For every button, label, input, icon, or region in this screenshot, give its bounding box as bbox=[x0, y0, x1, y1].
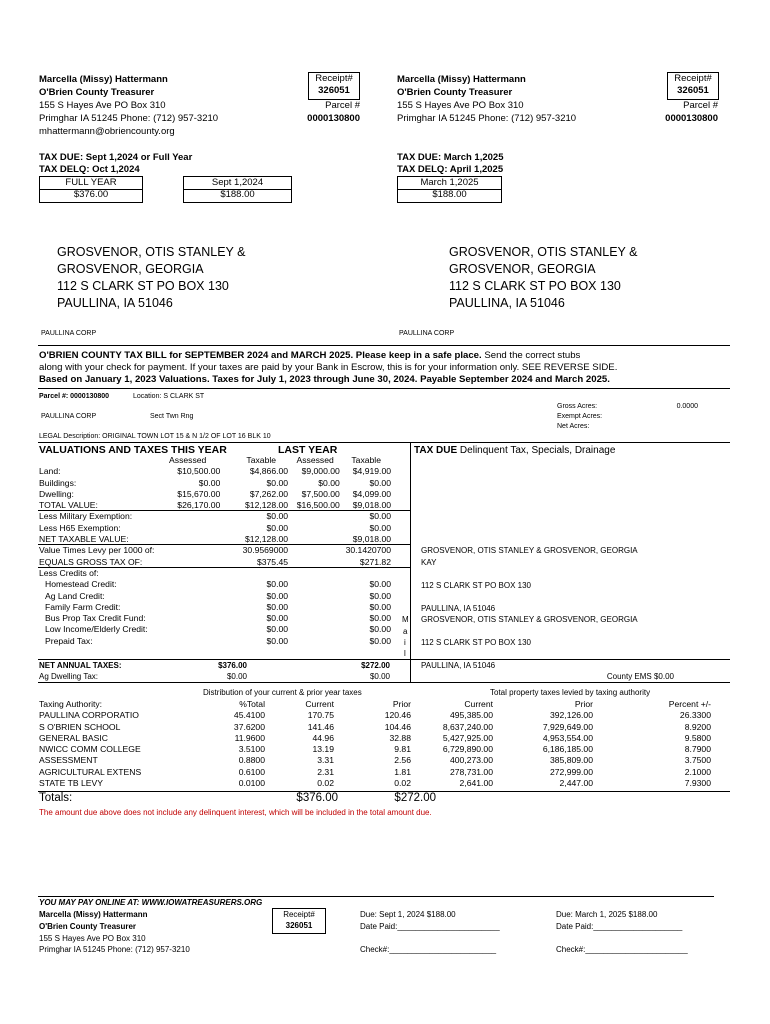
valuation-row bbox=[39, 511, 391, 522]
last-assessed-value: $0.00 bbox=[318, 477, 340, 488]
district-label-2: PAULLINA CORP bbox=[399, 330, 455, 337]
gross-acres-value: 0.0000 bbox=[676, 403, 698, 410]
valuation-row bbox=[39, 523, 391, 534]
authority-name: S O'BRIEN SCHOOL bbox=[39, 721, 121, 732]
owner2-line4: PAULLINA, IA 51046 bbox=[449, 296, 565, 310]
footer-receipt-label: Receipt# bbox=[283, 910, 315, 919]
owner-line3: 112 S CLARK ST PO BOX 130 bbox=[57, 279, 229, 293]
location: Location: S CLARK ST bbox=[133, 393, 205, 400]
mail-letter-l: l bbox=[404, 649, 406, 658]
net-annual-label: NET ANNUAL TAXES: bbox=[39, 661, 122, 670]
exempt-acres-label: Exempt Acres: bbox=[557, 413, 603, 420]
net-annual-last: $272.00 bbox=[361, 661, 390, 670]
assessed-value bbox=[154, 624, 220, 635]
treasurer-name: Marcella (Missy) Hattermann bbox=[39, 74, 168, 85]
taxable-value: $12,128.00 bbox=[245, 534, 289, 545]
valuations-table bbox=[39, 455, 391, 647]
parcel-label-2: Parcel # bbox=[683, 100, 718, 111]
last-taxable-value: $9,018.00 bbox=[352, 500, 391, 511]
valuation-label: TOTAL VALUE: bbox=[39, 500, 98, 511]
prior-tax: 104.46 bbox=[384, 721, 411, 732]
pct-total: 0.0100 bbox=[238, 778, 265, 789]
last-taxable-value: $0.00 bbox=[369, 579, 391, 590]
distribution-row bbox=[39, 767, 711, 778]
percent-change: 3.7500 bbox=[684, 755, 711, 766]
current-tax: 13.19 bbox=[312, 744, 334, 755]
taxable-value: $12,128.00 bbox=[245, 500, 289, 511]
ag-dwelling-last: $0.00 bbox=[369, 672, 390, 681]
footer-city-phone: Primghar IA 51245 Phone: (712) 957-3210 bbox=[39, 945, 190, 954]
valuation-label: NET TAXABLE VALUE: bbox=[39, 534, 129, 545]
sept-half-box bbox=[183, 176, 292, 203]
taxdue-addr2: 112 S CLARK ST PO BOX 130 bbox=[421, 638, 531, 647]
valuation-row bbox=[39, 478, 391, 489]
authority-name: STATE TB LEVY bbox=[39, 778, 103, 789]
levy-prior: 2,447.00 bbox=[559, 778, 593, 789]
bill-title: O'BRIEN COUNTY TAX BILL for SEPTEMBER 2024 and MARCH 2025. Please keep in a safe place. Send the correct stubs bbox=[39, 350, 581, 361]
parcel-number: 0000130800 bbox=[307, 113, 360, 124]
current-tax: 3.31 bbox=[317, 755, 334, 766]
levy-prior: 6,186,185.00 bbox=[542, 744, 593, 755]
treasurer-name-2: Marcella (Missy) Hattermann bbox=[397, 74, 526, 85]
mail-letter-i: i bbox=[404, 638, 406, 647]
valuation-row bbox=[39, 545, 391, 556]
levy-current: 2,641.00 bbox=[459, 778, 493, 789]
footer-check-1: Check#:________________________ bbox=[360, 945, 497, 954]
levy-current: 400,273.00 bbox=[449, 755, 493, 766]
county-ems: County EMS $0.00 bbox=[606, 672, 674, 681]
taxable-value: $0.00 bbox=[266, 511, 289, 522]
last-assessed-value bbox=[288, 602, 340, 613]
current-tax: 44.96 bbox=[312, 732, 334, 743]
valuation-row bbox=[39, 579, 391, 590]
taxdue-owner-line2: KAY bbox=[421, 558, 437, 567]
stub2-delq: TAX DELQ: April 1,2025 bbox=[397, 164, 504, 175]
footer-treasurer-title: O'Brien County Treasurer bbox=[39, 922, 137, 931]
owner2-line2: GROSVENOR, GEORGIA bbox=[449, 262, 596, 276]
valuation-row bbox=[39, 613, 391, 624]
authority-name: AGRICULTURAL EXTENS bbox=[39, 766, 142, 777]
taxable-value: $375.45 bbox=[256, 556, 289, 567]
owner-line1: GROSVENOR, OTIS STANLEY & bbox=[57, 245, 246, 259]
last-year-heading: LAST YEAR bbox=[278, 444, 338, 456]
valuation-label: Land: bbox=[39, 466, 61, 477]
last-assessed-value bbox=[288, 545, 340, 556]
footer-treasurer-name: Marcella (Missy) Hattermann bbox=[39, 910, 148, 919]
last-assessed-value bbox=[288, 624, 340, 635]
treasurer-city-phone-2: Primghar IA 51245 Phone: (712) 957-3210 bbox=[397, 113, 577, 124]
sept-half-label: Sept 1,2024 bbox=[211, 177, 264, 188]
receipt-number: 326051 bbox=[318, 85, 350, 96]
percent-change: 8.7900 bbox=[684, 744, 711, 755]
assessed-value bbox=[154, 579, 220, 590]
taxable-value: $7,262.00 bbox=[249, 488, 289, 499]
valuation-row bbox=[39, 568, 391, 579]
gross-acres-label: Gross Acres: bbox=[557, 403, 598, 410]
taxable-value bbox=[220, 568, 288, 579]
last-assessed-value: $16,500.00 bbox=[296, 500, 340, 511]
taxable-value: $0.00 bbox=[266, 522, 289, 533]
totals-current: $376.00 bbox=[296, 792, 338, 804]
receipt-label: Receipt# bbox=[315, 73, 353, 84]
valuations-heading: VALUATIONS AND TAXES THIS YEAR bbox=[39, 444, 227, 456]
current-tax: 0.02 bbox=[317, 778, 334, 789]
owner-line4: PAULLINA, IA 51046 bbox=[57, 296, 173, 310]
owner-line2: GROSVENOR, GEORGIA bbox=[57, 262, 204, 276]
stub1-due: TAX DUE: Sept 1,2024 or Full Year bbox=[39, 152, 193, 163]
prior-tax: 9.81 bbox=[394, 744, 411, 755]
distribution-row bbox=[39, 755, 711, 766]
tax-due-heading: TAX DUE Delinquent Tax, Specials, Drainage bbox=[414, 445, 616, 456]
totals-prior: $272.00 bbox=[394, 792, 436, 804]
last-assessed-value bbox=[288, 591, 340, 602]
net-acres-label: Net Acres: bbox=[557, 423, 590, 430]
taxable-value: 30.9569000 bbox=[242, 545, 289, 556]
percent-change: 7.9300 bbox=[684, 778, 711, 789]
assessed-value: $0.00 bbox=[198, 477, 221, 488]
net-annual-current: $376.00 bbox=[218, 661, 247, 670]
current-tax: 141.46 bbox=[307, 721, 334, 732]
pct-total: 3.5100 bbox=[238, 744, 265, 755]
treasurer-city-phone: Primghar IA 51245 Phone: (712) 957-3210 bbox=[39, 113, 219, 124]
receipt-box-2 bbox=[667, 72, 719, 100]
treasurer-address: 155 S Hayes Ave PO Box 310 bbox=[39, 100, 166, 111]
assessed-value: $10,500.00 bbox=[177, 466, 221, 477]
march-half-amount: $188.00 bbox=[432, 189, 467, 200]
taxdue-owner2: GROSVENOR, OTIS STANLEY & GROSVENOR, GEORGIA bbox=[421, 615, 638, 624]
taxable-value: $4,866.00 bbox=[249, 466, 289, 477]
distribution-row bbox=[39, 722, 711, 733]
mail-letter-m: M bbox=[402, 615, 409, 624]
last-assessed-value bbox=[288, 613, 340, 624]
taxable-value: $0.00 bbox=[266, 579, 289, 590]
levy-current: 6,729,890.00 bbox=[442, 744, 493, 755]
valuation-label: Less Military Exemption: bbox=[39, 511, 133, 522]
assessed-value bbox=[154, 568, 220, 579]
percent-change: 9.5800 bbox=[684, 732, 711, 743]
taxable-value: $0.00 bbox=[266, 477, 289, 488]
march-half-box bbox=[397, 176, 502, 203]
sect-twn-rng: Sect Twn Rng bbox=[150, 413, 194, 420]
valuations-col-header: Assessed Taxable Assessed Taxable bbox=[169, 455, 381, 465]
valuation-label: Dwelling: bbox=[39, 488, 74, 499]
valuation-label: Family Farm Credit: bbox=[45, 601, 121, 612]
last-taxable-value: $9,018.00 bbox=[352, 534, 391, 545]
assessed-value bbox=[154, 636, 220, 647]
district-label: PAULLINA CORP bbox=[41, 330, 97, 337]
valuation-label: Low Income/Elderly Credit: bbox=[45, 624, 148, 635]
percent-change: 26.3300 bbox=[679, 710, 711, 721]
full-year-box bbox=[39, 176, 143, 203]
distribution-heading-2: Total property taxes levied by taxing authority bbox=[490, 688, 651, 697]
full-year-label: FULL YEAR bbox=[65, 177, 117, 188]
valuation-label: Buildings: bbox=[39, 477, 77, 488]
taxdue-city2: PAULLINA, IA 51046 bbox=[421, 661, 496, 670]
pct-total: 0.6100 bbox=[238, 766, 265, 777]
percent-change: 8.9200 bbox=[684, 721, 711, 732]
prior-tax: 0.02 bbox=[394, 778, 411, 789]
parcel-label: Parcel # bbox=[325, 100, 360, 111]
pct-total: 11.9600 bbox=[234, 732, 265, 743]
valuation-label: Prepaid Tax: bbox=[45, 635, 93, 646]
owner2-line1: GROSVENOR, OTIS STANLEY & bbox=[449, 245, 638, 259]
footer-due-2: Due: March 1, 2025 $188.00 bbox=[556, 910, 658, 919]
valuation-label: Bus Prop Tax Credit Fund: bbox=[45, 613, 146, 624]
last-taxable-value: $4,919.00 bbox=[352, 466, 391, 477]
last-taxable-value bbox=[340, 568, 391, 579]
levy-current: 5,427,925.00 bbox=[442, 732, 493, 743]
levy-prior: 392,126.00 bbox=[549, 710, 593, 721]
taxable-value: $0.00 bbox=[266, 613, 289, 624]
taxable-value: $0.00 bbox=[266, 590, 289, 601]
valuation-row bbox=[39, 591, 391, 602]
footer-check-2: Check#:_______________________ bbox=[556, 945, 688, 954]
legal-description: LEGAL Description: ORIGINAL TOWN LOT 15 & N 1/2 OF LOT 16 BLK 10 bbox=[39, 433, 271, 440]
footer-receipt-number: 326051 bbox=[285, 921, 313, 930]
pay-online: YOU MAY PAY ONLINE AT: WWW.IOWATREASURERS.ORG bbox=[39, 898, 263, 907]
levy-current: 8,637,240.00 bbox=[442, 721, 493, 732]
prior-tax: 120.46 bbox=[384, 710, 411, 721]
last-assessed-value: $9,000.00 bbox=[301, 466, 340, 477]
valuation-row bbox=[39, 466, 391, 477]
assessed-value: $26,170.00 bbox=[177, 500, 221, 511]
footer-date-paid-1: Date Paid:_______________________ bbox=[360, 922, 500, 931]
authority-name: GENERAL BASIC bbox=[39, 732, 108, 743]
pct-total: 37.6200 bbox=[233, 721, 265, 732]
taxdue-addr1: 112 S CLARK ST PO BOX 130 bbox=[421, 581, 531, 590]
treasurer-email: mhattermann@obriencounty.org bbox=[39, 126, 175, 137]
valuation-label: Value Times Levy per 1000 of: bbox=[39, 545, 155, 556]
taxable-value: $0.00 bbox=[266, 624, 289, 635]
last-taxable-value: $271.82 bbox=[359, 556, 391, 567]
authority-name: NWICC COMM COLLEGE bbox=[39, 744, 141, 755]
owner2-line3: 112 S CLARK ST PO BOX 130 bbox=[449, 279, 621, 293]
distribution-table bbox=[39, 699, 711, 789]
pct-total: 45.4100 bbox=[233, 710, 265, 721]
valuation-label: Ag Land Credit: bbox=[45, 590, 105, 601]
taxable-value: $0.00 bbox=[266, 601, 289, 612]
treasurer-address-2: 155 S Hayes Ave PO Box 310 bbox=[397, 100, 524, 111]
percent-change: 2.1000 bbox=[684, 766, 711, 777]
valuation-row bbox=[39, 489, 391, 500]
levy-current: 278,731.00 bbox=[449, 766, 493, 777]
assessed-value bbox=[154, 545, 220, 556]
footer-address: 155 S Hayes Ave PO Box 310 bbox=[39, 934, 146, 943]
valuation-label: Less Credits of: bbox=[39, 567, 99, 578]
totals-label: Totals: bbox=[39, 792, 73, 804]
treasurer-title: O'Brien County Treasurer bbox=[39, 87, 155, 98]
parcel-number-2: 0000130800 bbox=[665, 113, 718, 124]
last-taxable-value: $0.00 bbox=[369, 624, 391, 635]
last-assessed-value bbox=[288, 579, 340, 590]
valuation-row bbox=[39, 602, 391, 613]
stub2-due: TAX DUE: March 1,2025 bbox=[397, 152, 504, 163]
taxable-value: $0.00 bbox=[266, 635, 289, 646]
valuation-row bbox=[39, 636, 391, 647]
last-assessed-value bbox=[288, 511, 340, 522]
last-taxable-value: $0.00 bbox=[369, 613, 391, 624]
delinquent-note: The amount due above does not include any delinquent interest, which will be included in the total amount due. bbox=[39, 808, 432, 817]
taxdue-owner-line1: GROSVENOR, OTIS STANLEY & GROSVENOR, GEORGIA bbox=[421, 546, 638, 555]
prior-tax: 2.56 bbox=[394, 755, 411, 766]
assessed-value bbox=[154, 602, 220, 613]
receipt-number-2: 326051 bbox=[677, 85, 709, 96]
footer-due-1: Due: Sept 1, 2024 $188.00 bbox=[360, 910, 456, 919]
march-half-label: March 1,2025 bbox=[420, 177, 479, 188]
last-assessed-value bbox=[288, 568, 340, 579]
last-taxable-value: $0.00 bbox=[369, 601, 391, 612]
pct-total: 0.8800 bbox=[238, 755, 265, 766]
receipt-box bbox=[308, 72, 360, 100]
ag-dwelling-label: Ag Dwelling Tax: bbox=[39, 672, 98, 681]
distribution-heading: Distribution of your current & prior year taxes bbox=[203, 688, 362, 697]
taxdue-city1: PAULLINA, IA 51046 bbox=[421, 604, 496, 613]
assessed-value bbox=[154, 511, 220, 522]
last-assessed-value: $7,500.00 bbox=[301, 488, 340, 499]
assessed-value bbox=[154, 613, 220, 624]
valuation-label: Less H65 Exemption: bbox=[39, 522, 121, 533]
levy-prior: 4,953,554.00 bbox=[542, 732, 593, 743]
parcel-district: PAULLINA CORP bbox=[41, 413, 97, 420]
valuation-label: EQUALS GROSS TAX OF: bbox=[39, 556, 143, 567]
current-tax: 170.75 bbox=[307, 710, 334, 721]
levy-prior: 272,999.00 bbox=[549, 766, 593, 777]
levy-prior: 7,929,649.00 bbox=[542, 721, 593, 732]
authority-name: ASSESSMENT bbox=[39, 755, 98, 766]
assessed-value: $15,670.00 bbox=[177, 488, 221, 499]
assessed-value bbox=[154, 523, 220, 534]
distribution-row bbox=[39, 744, 711, 755]
prior-tax: 1.81 bbox=[394, 766, 411, 777]
levy-prior: 385,809.00 bbox=[549, 755, 593, 766]
levy-current: 495,385.00 bbox=[449, 710, 493, 721]
current-tax: 2.31 bbox=[317, 766, 334, 777]
last-taxable-value: $4,099.00 bbox=[352, 488, 391, 499]
bill-line2: along with your check for payment. If your taxes are paid by your Bank in Escrow, this is for your information only. SEE REVERSE SIDE. bbox=[39, 362, 618, 373]
sept-half-amount: $188.00 bbox=[220, 189, 255, 200]
full-year-amount: $376.00 bbox=[73, 189, 109, 200]
last-taxable-value: 30.1420700 bbox=[345, 545, 391, 556]
receipt-label-2: Receipt# bbox=[674, 73, 712, 84]
mail-letter-a: a bbox=[403, 627, 408, 636]
footer-date-paid-2: Date Paid:____________________ bbox=[556, 922, 683, 931]
last-assessed-value bbox=[288, 636, 340, 647]
bill-line3: Based on January 1, 2023 Valuations. Taxes for July 1, 2023 through June 30, 2024. Payable September 2024 and March 2025. bbox=[39, 374, 610, 385]
distribution-row bbox=[39, 733, 711, 744]
treasurer-title-2: O'Brien County Treasurer bbox=[397, 87, 513, 98]
authority-name: PAULLINA CORPORATIO bbox=[39, 710, 139, 721]
parcel-line: Parcel #: 0000130800 bbox=[39, 393, 110, 400]
last-taxable-value: $0.00 bbox=[369, 635, 391, 646]
distribution-row bbox=[39, 710, 711, 721]
last-taxable-value: $0.00 bbox=[369, 522, 391, 533]
valuation-label: Homestead Credit: bbox=[45, 579, 117, 590]
stub1-delq: TAX DELQ: Oct 1,2024 bbox=[39, 164, 140, 175]
assessed-value bbox=[154, 591, 220, 602]
prior-tax: 32.88 bbox=[389, 732, 411, 743]
last-taxable-value: $0.00 bbox=[369, 477, 391, 488]
valuation-row bbox=[39, 624, 391, 635]
ag-dwelling-current: $0.00 bbox=[226, 672, 247, 681]
last-taxable-value: $0.00 bbox=[369, 590, 391, 601]
distribution-col-header: Taxing Authority: %Total Current Prior Current Prior Percent +/- bbox=[39, 699, 711, 709]
last-assessed-value bbox=[288, 523, 340, 534]
footer-receipt-box bbox=[272, 908, 326, 934]
distribution-row bbox=[39, 778, 711, 789]
last-taxable-value: $0.00 bbox=[369, 511, 391, 522]
